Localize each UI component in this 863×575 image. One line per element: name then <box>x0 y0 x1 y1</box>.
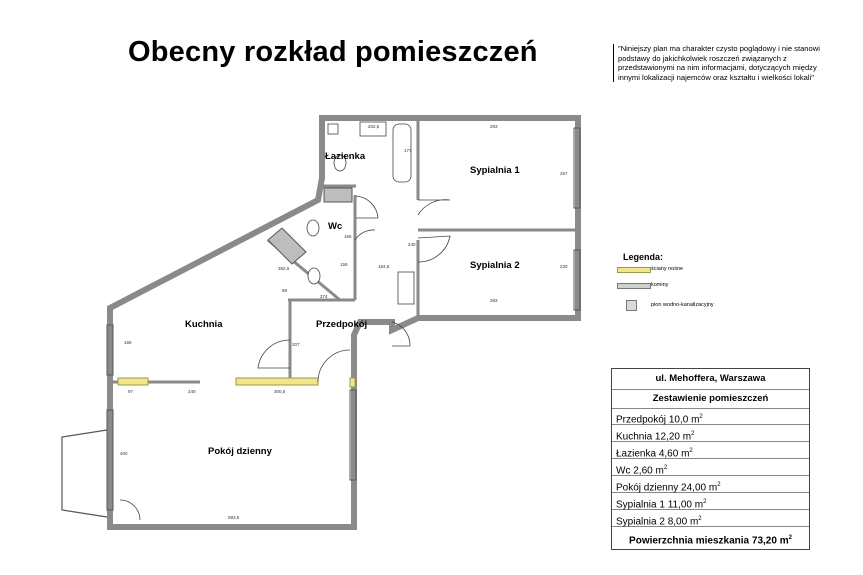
door-swing <box>318 350 350 382</box>
summary-row: Pokój dzienny 24,00 $m^2$ <box>612 477 809 493</box>
disclaimer-note: "Niniejszy plan ma charakter czysto poglądowy i nie stanowi podstawy do jakichkolwiek roszczeń związanych z przedstawionymi na nim informacjami, dotyczących między innymi lokalizacji najemców oraz kształtu i wielkości lokali" <box>613 44 833 82</box>
room-label-wc: Wc <box>328 221 343 232</box>
room-label-sypialnia2: Sypialnia 2 <box>470 260 520 271</box>
room-label-lazienka: Łazienka <box>325 151 366 162</box>
legend-swatch-pipe <box>626 300 637 311</box>
load-bearing-wall <box>236 378 318 385</box>
summary-address: ul. Mehoffera, Warszawa <box>612 369 809 390</box>
bathtub <box>393 124 411 182</box>
chimney <box>324 188 352 202</box>
dimension-label: 97 <box>128 389 134 394</box>
dimension-label: 240 <box>188 389 196 394</box>
dimension-label: 177 <box>404 148 412 153</box>
room-label-przedpokoj: Przedpokój <box>316 319 368 330</box>
dimension-label: 283 <box>490 124 498 129</box>
dimension-label: 382,6 <box>278 266 290 271</box>
summary-header: Zestawienie pomieszczeń <box>612 390 809 409</box>
balcony <box>62 430 107 517</box>
toilet <box>307 220 319 236</box>
legend-title: Legenda: <box>623 252 664 262</box>
legend-label: pion wodno-kanalizacyjny <box>651 302 714 308</box>
page-title: Obecny rozkład pomieszczeń <box>128 36 538 68</box>
area-summary-table <box>611 368 810 550</box>
summary-row: Sypialnia 2 8,00 $m^2$ <box>612 511 809 527</box>
dimension-label: 202,5 <box>368 124 380 129</box>
door-swing <box>418 200 450 215</box>
room-label-pokoj-dzienny: Pokój dzienny <box>208 446 272 457</box>
summary-row: Sypialnia 1 11,00 $m^2$ <box>612 494 809 510</box>
utility-box <box>328 124 338 134</box>
dimension-label: 183,5 <box>378 264 390 269</box>
summary-row: Przedpokój 10,0 $m^2$ <box>612 409 809 425</box>
chimney <box>268 228 306 264</box>
load-bearing-wall <box>350 378 355 387</box>
dimension-label: 274 <box>320 294 328 299</box>
dimension-label: 166 <box>124 340 132 345</box>
summary-row: Kuchnia 12,20 $m^2$ <box>612 426 809 442</box>
door-swing <box>355 230 375 240</box>
room-label-sypialnia1: Sypialnia 1 <box>470 165 520 176</box>
shower <box>398 272 414 304</box>
dimension-label: 257 <box>560 171 568 176</box>
dimension-label: 98 <box>282 288 288 293</box>
door-swing <box>258 340 290 368</box>
dimension-label: 230 <box>560 264 568 269</box>
dimension-label: 283 <box>490 298 498 303</box>
legend-label: ściany nośne <box>651 266 684 272</box>
summary-row: Łazienka 4,60 $m^2$ <box>612 443 809 459</box>
door-swing <box>120 500 140 520</box>
legend-swatch-chimney <box>617 283 651 289</box>
load-bearing-wall <box>118 378 148 385</box>
room-label-kuchnia: Kuchnia <box>185 319 223 330</box>
legend-label: kominy <box>651 282 669 288</box>
toilet <box>308 268 320 284</box>
dimension-label: 207 <box>292 342 300 347</box>
dimension-label: 166 <box>344 234 352 239</box>
door-swing <box>418 236 450 262</box>
legend-swatch-load-bearing <box>617 267 651 273</box>
summary-row: Wc 2,60 $m^2$ <box>612 460 809 476</box>
door-swing <box>356 196 378 218</box>
legend <box>611 246 811 326</box>
dimension-label: 400 <box>120 451 128 456</box>
dimension-label: 593,5 <box>228 515 240 520</box>
dimension-label: 300,5 <box>274 389 286 394</box>
dimension-label: 240 <box>408 242 416 247</box>
dimension-label: 159 <box>340 262 348 267</box>
summary-total: Powierzchnia mieszkania 73,20 $m^2$ <box>629 535 792 547</box>
